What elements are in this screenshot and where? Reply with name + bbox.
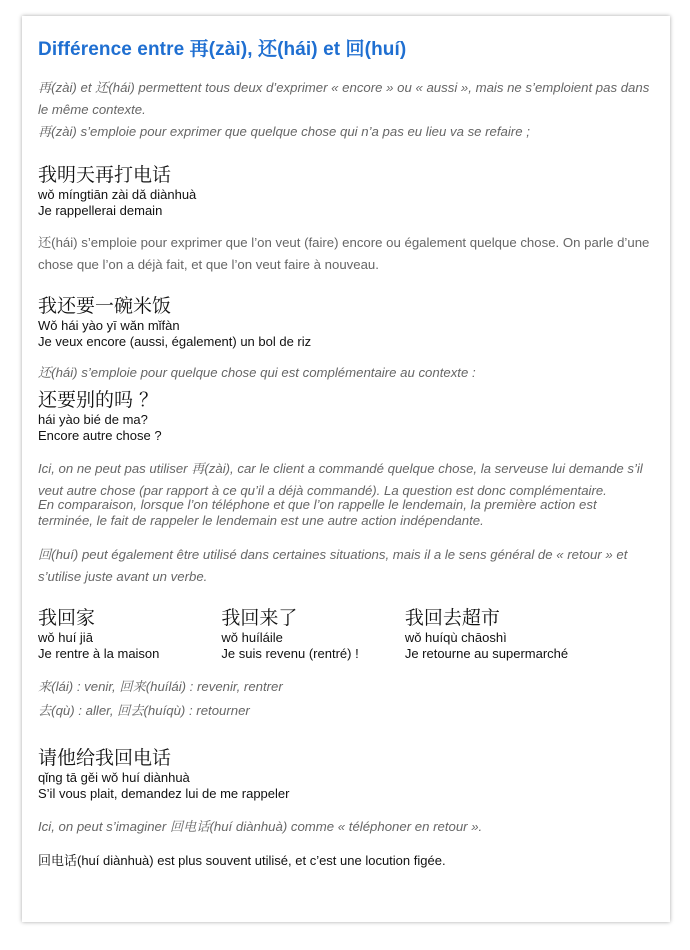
hui-examples-row — [38, 606, 654, 662]
pinyin: wǒ huí jiā — [38, 630, 93, 645]
translation: Je rappellerai demain — [38, 203, 163, 218]
pinyin: wǒ huíláile — [221, 630, 283, 645]
comparison-paragraph — [38, 458, 654, 532]
pinyin: hái yào bié de ma? — [38, 412, 148, 427]
hai-complement-note: 还(hái) s’emploie pour quelque chose qui est complémentaire au contexte : — [38, 365, 476, 380]
pinyin: qǐng tā gěi wǒ huí diànhuà — [38, 770, 190, 785]
final-remark: 回电话(huí diànhuà) est plus souvent utilisé, et c’est une locution figée. — [38, 853, 446, 868]
example-hui-2 — [221, 606, 404, 662]
hui-explanation: 回(huí) peut également être utilisé dans certaines situations, mais il a le sens général de « retour » et s’utilise juste avant un verbe. — [38, 547, 628, 584]
translation: Je suis revenu (rentré) ! — [221, 646, 359, 661]
pinyin: Wǒ hái yào yī wǎn mǐfàn — [38, 318, 180, 333]
comparison-line-1: Ici, on ne peut pas utiliser 再(zài), car le client a commandé quelque chose, la serveuse lui demande s’il veut autre chose (par rapport à ce qu’il a déjà commandé). La question est donc complémentaire. — [38, 461, 643, 498]
chinese-sentence: 我回家 — [38, 607, 96, 629]
example-phone — [38, 746, 654, 802]
chinese-sentence: 我明天再打电话 — [38, 164, 172, 186]
intro-line-2: 再(zài) s’emploie pour exprimer que quelque chose qui n’a pas eu lieu va se refaire ; — [38, 124, 530, 139]
translation: S’il vous plait, demandez lui de me rappeler — [38, 786, 290, 801]
phone-note: Ici, on peut s’imaginer 回电话(huí diànhuà) comme « téléphoner en retour ». — [38, 819, 483, 834]
example-hai — [38, 294, 654, 350]
comparison-line-2: En comparaison, lorsque l’on téléphone et que l’on rappelle le lendemain, la première action est terminée, le fait de rappeler le lendemain est une autre action indépendante. — [38, 497, 597, 528]
hai-explanation: 还(hái) s’emploie pour exprimer que l’on veut (faire) encore ou également quelque chose. On parle d’une chose que l’on a déjà fait, et que l’on veut faire à nouveau. — [38, 235, 650, 272]
vocab-qu: 去(qù) : aller, 回去(huíqù) : retourner — [38, 703, 250, 718]
translation: Je retourne au supermarché — [404, 646, 569, 661]
example-hui-1 — [38, 606, 221, 662]
example-zai — [38, 163, 654, 219]
chinese-sentence: 我还要一碗米饭 — [38, 295, 172, 317]
chinese-sentence: 我回去超市 — [404, 607, 500, 629]
intro-line-1: 再(zài) et 还(hái) permettent tous deux d’exprimer « encore » ou « aussi », mais ne s’emploient pas dans le même contexte. — [38, 80, 650, 117]
page-title: Différence entre 再(zài), 还(hái) et 回(huí) — [38, 39, 407, 60]
vocab-lai: 来(lái) : venir, 回来(huílái) : revenir, rentrer — [38, 679, 283, 694]
translation: Je rentre à la maison — [38, 646, 160, 661]
chinese-sentence: 还要别的吗 ？ — [38, 389, 159, 411]
translation: Encore autre chose ? — [38, 428, 162, 443]
translation: Je veux encore (aussi, également) un bol de riz — [38, 334, 312, 349]
example-question — [38, 388, 654, 444]
pinyin: wǒ míngtiān zài dǎ diànhuà — [38, 187, 197, 202]
chinese-sentence: 请他给我回电话 — [38, 747, 172, 769]
vocabulary-notes — [38, 676, 654, 722]
chinese-sentence: 我回来了 — [221, 607, 298, 629]
example-hui-3 — [405, 606, 654, 662]
document-page — [22, 16, 670, 922]
pinyin: wǒ huíqù chāoshì — [404, 630, 507, 645]
intro-paragraph — [38, 77, 654, 143]
